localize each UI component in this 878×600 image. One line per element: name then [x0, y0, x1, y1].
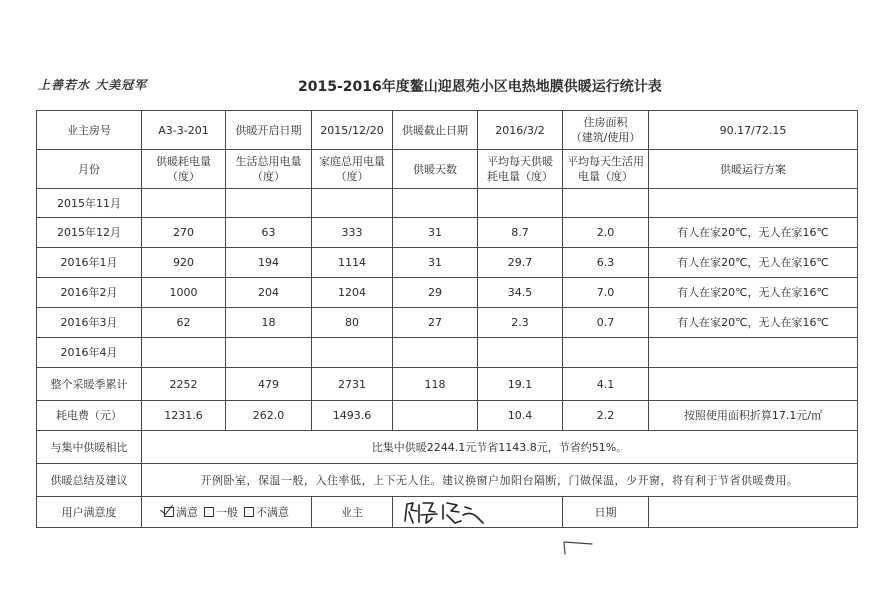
table-row — [37, 278, 858, 308]
room-number: A3-3-201 — [142, 111, 226, 150]
month-cell: 2016年2月 — [37, 278, 142, 308]
living-cell: 194 — [226, 248, 312, 278]
avg-heat-cell: 8.7 — [478, 218, 563, 248]
month-cell: 2016年3月 — [37, 308, 142, 338]
days-cell — [393, 189, 478, 218]
col-days: 供暖天数 — [393, 150, 478, 189]
home-cell — [312, 338, 393, 368]
month-cell: 2016年4月 — [37, 338, 142, 368]
days-cell — [393, 401, 478, 431]
heating-cell: 920 — [142, 248, 226, 278]
home-cell: 1493.6 — [312, 401, 393, 431]
avg-living-cell: 4.1 — [563, 368, 649, 401]
avg-living-cell — [563, 338, 649, 368]
table-row — [37, 338, 858, 368]
plan-cell: 有人在家20℃，无人在家16℃ — [649, 278, 858, 308]
start-date-label: 供暖开启日期 — [226, 111, 312, 150]
heating-cell — [142, 338, 226, 368]
owner-info-row — [37, 111, 858, 150]
col-home: 家庭总用电量 （度） — [312, 150, 393, 189]
col-heating: 供暖耗电量 （度） — [142, 150, 226, 189]
days-cell: 29 — [393, 278, 478, 308]
col-month: 月份 — [37, 150, 142, 189]
heating-cell: 270 — [142, 218, 226, 248]
col-avg-heat: 平均每天供暖 耗电量（度） — [478, 150, 563, 189]
stray-pen-mark — [562, 540, 602, 560]
table-row — [37, 248, 858, 278]
option-label: 不满意 — [256, 505, 289, 519]
living-cell — [226, 338, 312, 368]
season-total-label: 整个采暖季累计 — [37, 368, 142, 401]
days-cell: 31 — [393, 218, 478, 248]
avg-living-cell: 0.7 — [563, 308, 649, 338]
month-cell: 2015年12月 — [37, 218, 142, 248]
option-label: 一般 — [216, 505, 238, 519]
plan-cell: 有人在家20℃，无人在家16℃ — [649, 308, 858, 338]
avg-heat-cell — [478, 338, 563, 368]
avg-heat-cell: 29.7 — [478, 248, 563, 278]
area-label: 住房面积 （建筑/使用） — [563, 111, 649, 150]
comparison-row — [37, 431, 858, 464]
col-avg-living: 平均每天生活用 电量（度） — [563, 150, 649, 189]
summary-row — [37, 464, 858, 497]
days-cell: 31 — [393, 248, 478, 278]
avg-heat-cell — [478, 189, 563, 218]
table-row — [37, 189, 858, 218]
plan-cell: 有人在家20℃，无人在家16℃ — [649, 218, 858, 248]
plan-cell — [649, 338, 858, 368]
date-label: 日期 — [563, 497, 649, 528]
avg-heat-cell: 10.4 — [478, 401, 563, 431]
slogan: 上善若水 大美冠军 — [38, 78, 148, 92]
plan-cell — [649, 368, 858, 401]
column-header-row — [37, 150, 858, 189]
checkbox-icon[interactable] — [204, 507, 214, 517]
fee-label: 耗电费（元） — [37, 401, 142, 431]
table-row — [37, 218, 858, 248]
page-title: 2015-2016年度鳌山迎恩苑小区电热地膜供暖运行统计表 — [298, 79, 662, 95]
owner-signature-cell — [393, 497, 563, 528]
heating-cell — [142, 189, 226, 218]
days-cell — [393, 338, 478, 368]
home-cell: 333 — [312, 218, 393, 248]
avg-living-cell: 6.3 — [563, 248, 649, 278]
living-cell: 204 — [226, 278, 312, 308]
option-unsatisfied[interactable] — [244, 505, 289, 520]
checkbox-checked-icon[interactable] — [164, 507, 174, 517]
home-cell: 2731 — [312, 368, 393, 401]
start-date: 2015/12/20 — [312, 111, 393, 150]
days-cell: 27 — [393, 308, 478, 338]
satisfaction-options — [142, 497, 312, 528]
option-label: 满意 — [176, 505, 198, 519]
satisfaction-label: 用户满意度 — [37, 497, 142, 528]
heating-cell: 1000 — [142, 278, 226, 308]
plan-cell — [649, 189, 858, 218]
living-cell: 479 — [226, 368, 312, 401]
avg-heat-cell: 2.3 — [478, 308, 563, 338]
month-cell: 2016年1月 — [37, 248, 142, 278]
month-cell: 2015年11月 — [37, 189, 142, 218]
home-cell: 80 — [312, 308, 393, 338]
date-value — [649, 497, 858, 528]
home-cell: 1114 — [312, 248, 393, 278]
living-cell: 18 — [226, 308, 312, 338]
summary-label: 供暖总结及建议 — [37, 464, 142, 497]
home-cell: 1204 — [312, 278, 393, 308]
summary-text: 开例卧室，保温一般，入住率低，上下无人住。建议换窗户加阳台隔断，门做保温，少开窗，将有利于节省供暖费用。 — [142, 464, 858, 497]
handwritten-signature — [399, 499, 559, 527]
plan-cell: 有人在家20℃，无人在家16℃ — [649, 248, 858, 278]
avg-heat-cell: 34.5 — [478, 278, 563, 308]
avg-living-cell: 2.2 — [563, 401, 649, 431]
comparison-label: 与集中供暖相比 — [37, 431, 142, 464]
plan-cell: 按照使用面积折算17.1元/㎡ — [649, 401, 858, 431]
avg-living-cell: 2.0 — [563, 218, 649, 248]
satisfaction-row — [37, 497, 858, 528]
end-date-label: 供暖截止日期 — [393, 111, 478, 150]
end-date: 2016/3/2 — [478, 111, 563, 150]
heating-statistics-table — [36, 110, 858, 528]
col-plan: 供暖运行方案 — [649, 150, 858, 189]
living-cell: 63 — [226, 218, 312, 248]
avg-living-cell — [563, 189, 649, 218]
heating-cell: 2252 — [142, 368, 226, 401]
living-cell: 262.0 — [226, 401, 312, 431]
col-living: 生活总用电量 （度） — [226, 150, 312, 189]
option-satisfied[interactable] — [164, 505, 198, 520]
home-cell — [312, 189, 393, 218]
option-average[interactable] — [204, 505, 238, 520]
fee-row — [37, 401, 858, 431]
comparison-text: 比集中供暖2244.1元节省1143.8元，节省约51%。 — [142, 431, 858, 464]
checkbox-icon[interactable] — [244, 507, 254, 517]
heating-cell: 1231.6 — [142, 401, 226, 431]
avg-heat-cell: 19.1 — [478, 368, 563, 401]
living-cell — [226, 189, 312, 218]
days-cell: 118 — [393, 368, 478, 401]
season-total-row — [37, 368, 858, 401]
heating-cell: 62 — [142, 308, 226, 338]
owner-label: 业主房号 — [37, 111, 142, 150]
owner-sign-label: 业主 — [312, 497, 393, 528]
area-value: 90.17/72.15 — [649, 111, 858, 150]
avg-living-cell: 7.0 — [563, 278, 649, 308]
table-row — [37, 308, 858, 338]
